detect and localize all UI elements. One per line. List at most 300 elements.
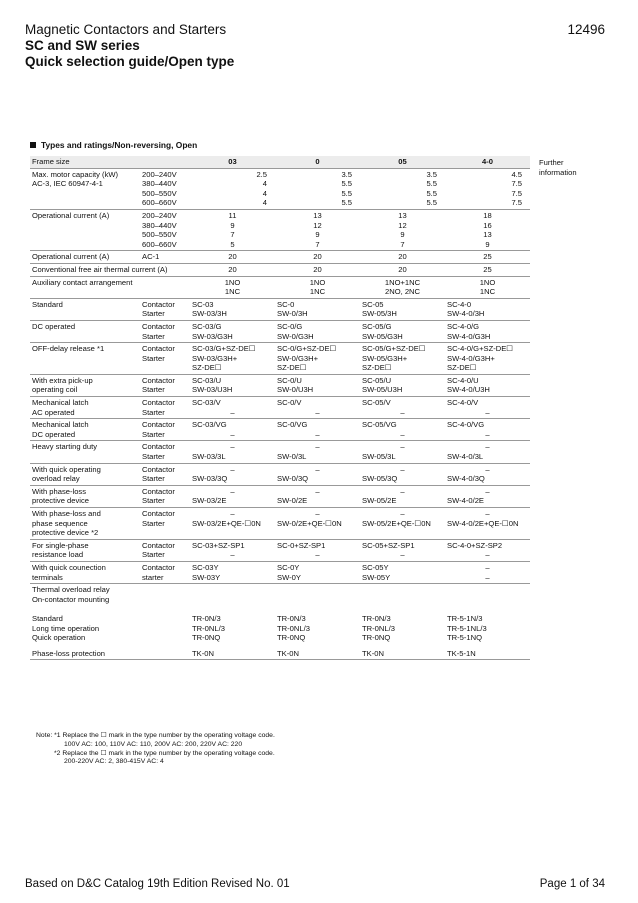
type-number: SC-0/VG bbox=[277, 420, 308, 430]
type-line: Starter bbox=[142, 429, 165, 439]
row-sub bbox=[140, 156, 190, 168]
type-cell bbox=[190, 419, 275, 441]
relay-type: TR-0N/3 bbox=[277, 613, 306, 623]
value: 1NO bbox=[479, 277, 496, 287]
value-cell bbox=[190, 209, 275, 250]
type-number: SW-05Y bbox=[362, 572, 391, 582]
type-line: Contactor bbox=[142, 375, 175, 385]
type-number: SZ-DE☐ bbox=[192, 363, 222, 373]
type-cell bbox=[445, 419, 530, 441]
type-line: Contactor bbox=[142, 321, 175, 331]
row-label bbox=[30, 263, 190, 276]
value: TK-0N bbox=[277, 648, 299, 658]
type-line: Starter bbox=[142, 353, 165, 363]
type-line: Starter bbox=[142, 496, 165, 506]
value: 7 bbox=[315, 239, 320, 249]
type-cell bbox=[445, 397, 530, 419]
type-number: SC-4-0/V bbox=[447, 398, 479, 408]
type-number: SC-05/G+SZ-DE☐ bbox=[362, 344, 426, 354]
type-cell bbox=[445, 485, 530, 507]
type-line: Contactor bbox=[142, 464, 175, 474]
value: 5.5 bbox=[341, 188, 352, 198]
type-cell bbox=[190, 441, 275, 463]
note-line: 200-220V AC: 2, 380-415V AC: 4 bbox=[64, 758, 164, 766]
label-line: phase sequence bbox=[32, 518, 88, 528]
row-label bbox=[30, 320, 140, 342]
type-number: SW-05/G3H+ bbox=[362, 353, 408, 363]
type-number: SW-4-0/2E bbox=[447, 496, 484, 506]
label-line: DC operated bbox=[32, 429, 76, 439]
type-number: SC-05/G bbox=[362, 321, 392, 331]
type-number: SC-03/G bbox=[192, 321, 222, 331]
value-cell bbox=[445, 209, 530, 250]
value: 16 bbox=[483, 220, 492, 230]
type-number: SW-4-0/G3H+ bbox=[447, 353, 495, 363]
row-label bbox=[30, 374, 140, 396]
type-number: SC-4-0+SZ-SP2 bbox=[447, 540, 503, 550]
row-sub bbox=[140, 561, 190, 583]
type-number: SW-0/2E+QE-☐0N bbox=[277, 518, 342, 528]
row-sub bbox=[140, 485, 190, 507]
label-line: Operational current (A) bbox=[32, 252, 110, 262]
relay-type: TR-0N/3 bbox=[362, 613, 391, 623]
table-row bbox=[30, 419, 530, 441]
type-line: Starter bbox=[142, 474, 165, 484]
sub-label: AC-1 bbox=[142, 252, 160, 262]
value: 11 bbox=[228, 210, 237, 220]
value: 1NO+1NC bbox=[384, 277, 421, 287]
type-number: SW-03/G3H+ bbox=[192, 353, 238, 363]
type-number: – bbox=[230, 464, 235, 474]
value: 9 bbox=[230, 220, 235, 230]
value: 20 bbox=[398, 252, 407, 262]
type-number: SW-05/3L bbox=[362, 452, 396, 462]
label-line: Long time operation bbox=[32, 623, 100, 633]
relay-type: TR-0NL/3 bbox=[362, 623, 395, 633]
value: 20 bbox=[313, 264, 322, 274]
type-cell bbox=[445, 508, 530, 540]
label-line: For single-phase bbox=[32, 540, 89, 550]
type-number: SC-05/VG bbox=[362, 420, 397, 430]
type-cell bbox=[190, 298, 275, 320]
label-line: Max. motor capacity (kW) bbox=[32, 169, 119, 179]
type-number: SW-4-0/3L bbox=[447, 452, 484, 462]
type-number: – bbox=[400, 550, 405, 560]
type-number: SW-03/U3H bbox=[192, 385, 233, 395]
row-sub bbox=[140, 251, 190, 264]
type-cell bbox=[445, 561, 530, 583]
row-sub bbox=[140, 397, 190, 419]
value: 7.5 bbox=[511, 198, 522, 208]
label-line: terminals bbox=[32, 572, 63, 582]
type-cell bbox=[190, 320, 275, 342]
type-number: SW-4-0/3H bbox=[447, 309, 485, 319]
type-number: – bbox=[485, 486, 490, 496]
label-line: With phase-loss bbox=[32, 486, 87, 496]
type-cell bbox=[190, 485, 275, 507]
voltage: 500–550V bbox=[142, 230, 177, 240]
row-label bbox=[30, 168, 140, 209]
type-line: Contactor bbox=[142, 299, 175, 309]
value: 5.5 bbox=[341, 198, 352, 208]
relay-type: TR-0NQ bbox=[192, 633, 221, 643]
type-cell bbox=[275, 419, 360, 441]
type-number: SW-0/3Q bbox=[277, 474, 309, 484]
type-cell bbox=[445, 320, 530, 342]
type-line: Starter bbox=[142, 407, 165, 417]
type-number: – bbox=[485, 562, 490, 572]
type-line: Starter bbox=[142, 331, 165, 341]
type-number: SW-0/G3H bbox=[277, 331, 314, 341]
label-line: Auxiliary contact arrangement bbox=[32, 277, 133, 287]
type-number: SC-03/U bbox=[192, 375, 222, 385]
value-cell bbox=[445, 251, 530, 264]
row-sub bbox=[140, 539, 190, 561]
further-line: Further bbox=[539, 158, 564, 167]
type-number: – bbox=[315, 509, 320, 518]
type-number: SC-4-0/VG bbox=[447, 420, 485, 430]
value: TK-0N bbox=[362, 648, 384, 658]
type-cell bbox=[445, 539, 530, 561]
value: TK-0N bbox=[192, 648, 214, 658]
type-number: SW-03/2E+QE-☐0N bbox=[192, 518, 261, 528]
type-line: Starter bbox=[142, 385, 165, 395]
row-label bbox=[30, 561, 140, 583]
type-number: – bbox=[485, 429, 490, 439]
label-line: DC operated bbox=[32, 321, 76, 331]
voltage: 600–660V bbox=[142, 198, 177, 208]
label-line: With extra pick-up bbox=[32, 375, 93, 385]
note-line: *2 Replace the ☐ mark in the type number by the operating voltage code. bbox=[54, 749, 275, 757]
type-cell bbox=[360, 485, 445, 507]
voltage: 200–240V bbox=[142, 210, 177, 220]
relay-cell bbox=[275, 584, 360, 644]
type-number: – bbox=[315, 486, 320, 496]
type-cell bbox=[275, 374, 360, 396]
value: 7 bbox=[230, 230, 235, 240]
type-number: SW-4-0/U3H bbox=[447, 385, 490, 395]
type-number: – bbox=[230, 486, 235, 496]
frame-label: Frame size bbox=[32, 157, 70, 166]
label-line: AC-3, IEC 60947-4-1 bbox=[32, 179, 103, 189]
type-number: – bbox=[315, 407, 320, 417]
value: 20 bbox=[228, 264, 237, 274]
value-cell bbox=[190, 168, 275, 209]
value: 9 bbox=[315, 230, 320, 240]
row-label bbox=[30, 156, 140, 168]
value-cell bbox=[275, 276, 360, 298]
value-cell bbox=[360, 263, 445, 276]
table-row bbox=[30, 320, 530, 342]
table-row bbox=[30, 156, 530, 168]
label-line: Thermal overload relay bbox=[32, 585, 110, 595]
label-line: With quick counection bbox=[32, 562, 106, 572]
type-number: SW-03/3L bbox=[192, 452, 226, 462]
row-sub bbox=[140, 298, 190, 320]
value-cell bbox=[445, 276, 530, 298]
row-label bbox=[30, 463, 140, 485]
type-number: SC-05/U bbox=[362, 375, 392, 385]
relay-type: TR-5-1NL/3 bbox=[447, 623, 487, 633]
table-row bbox=[30, 209, 530, 250]
row-sub bbox=[140, 441, 190, 463]
relay-cell bbox=[360, 584, 445, 644]
table-row bbox=[30, 644, 530, 660]
type-cell bbox=[445, 463, 530, 485]
row-label bbox=[30, 441, 140, 463]
value-cell bbox=[190, 644, 275, 660]
row-sub bbox=[140, 343, 190, 375]
value-cell bbox=[275, 251, 360, 264]
type-number: SW-0/3L bbox=[277, 452, 307, 462]
value: 2NO, 2NC bbox=[384, 287, 421, 297]
table-row bbox=[30, 463, 530, 485]
row-label bbox=[30, 209, 140, 250]
section-heading bbox=[30, 140, 197, 150]
type-cell bbox=[360, 419, 445, 441]
label-line: OFF-delay release *1 bbox=[32, 344, 105, 354]
type-number: – bbox=[230, 550, 235, 560]
label-line: AC operated bbox=[32, 407, 75, 417]
type-number: SW-05/U3H bbox=[362, 385, 403, 395]
type-number: SZ-DE☐ bbox=[277, 363, 307, 373]
type-number: SW-4-0/G3H bbox=[447, 331, 491, 341]
type-number: SW-0/G3H+ bbox=[277, 353, 319, 363]
label-line: With quick operating bbox=[32, 464, 101, 474]
type-number: SC-0/G bbox=[277, 321, 303, 331]
value: 7 bbox=[400, 239, 405, 249]
type-line: Contactor bbox=[142, 540, 175, 550]
type-number: SC-03 bbox=[192, 299, 214, 309]
table-row bbox=[30, 298, 530, 320]
type-number: SC-05/V bbox=[362, 398, 391, 408]
type-number: SZ-DE☐ bbox=[362, 363, 392, 373]
type-number: – bbox=[230, 429, 235, 439]
type-cell bbox=[360, 463, 445, 485]
voltage: 380–440V bbox=[142, 179, 177, 189]
type-number: SC-0+SZ-SP1 bbox=[277, 540, 326, 550]
type-cell bbox=[360, 561, 445, 583]
voltage: 500–550V bbox=[142, 188, 177, 198]
type-number: – bbox=[230, 442, 235, 452]
value-cell bbox=[360, 251, 445, 264]
relay-type: TR-5-1N/3 bbox=[447, 613, 483, 623]
value: 25 bbox=[483, 252, 492, 262]
type-line: Contactor bbox=[142, 420, 175, 430]
label-line: Quick operation bbox=[32, 633, 86, 643]
table-row bbox=[30, 508, 530, 540]
type-line: Starter bbox=[142, 309, 165, 319]
row-label bbox=[30, 419, 140, 441]
value: 4 bbox=[262, 188, 267, 198]
voltage: 600–660V bbox=[142, 239, 177, 249]
type-line: starter bbox=[142, 572, 164, 582]
table-row bbox=[30, 263, 530, 276]
type-line: Contactor bbox=[142, 509, 175, 518]
row-label bbox=[30, 644, 190, 660]
type-line: Contactor bbox=[142, 344, 175, 354]
type-cell bbox=[275, 343, 360, 375]
type-cell bbox=[275, 298, 360, 320]
relay-type: TR-0N/3 bbox=[192, 613, 221, 623]
table-row bbox=[30, 343, 530, 375]
value: 7.5 bbox=[511, 179, 522, 189]
voltage: 200–240V bbox=[142, 169, 177, 179]
type-number: SC-03+SZ-SP1 bbox=[192, 540, 245, 550]
type-number: SC-05+SZ-SP1 bbox=[362, 540, 415, 550]
value: 3.5 bbox=[341, 169, 352, 179]
type-number: – bbox=[485, 464, 490, 474]
type-number: SW-05/2E+QE-☐0N bbox=[362, 518, 431, 528]
type-cell bbox=[445, 374, 530, 396]
table-row bbox=[30, 584, 530, 644]
frame-cell bbox=[190, 156, 275, 168]
type-cell bbox=[445, 343, 530, 375]
type-cell bbox=[190, 374, 275, 396]
relay-type: TR-0NQ bbox=[362, 633, 391, 643]
relay-cell bbox=[190, 584, 275, 644]
header-subtitle bbox=[25, 38, 234, 70]
voltage: 380–440V bbox=[142, 220, 177, 230]
series-title: SC and SW series bbox=[25, 38, 140, 53]
row-sub bbox=[140, 508, 190, 540]
type-cell bbox=[445, 441, 530, 463]
label-line: Mechanical latch bbox=[32, 420, 89, 430]
value: 4 bbox=[262, 198, 267, 208]
type-number: SW-0/3H bbox=[277, 309, 308, 319]
table-row bbox=[30, 251, 530, 264]
row-label bbox=[30, 584, 190, 644]
label-line: On-contactor mounting bbox=[32, 594, 110, 604]
header-title: Magnetic Contactors and Starters bbox=[25, 22, 227, 37]
table-row bbox=[30, 374, 530, 396]
type-number: SW-05/2E bbox=[362, 496, 397, 506]
guide-title: Quick selection guide/Open type bbox=[25, 54, 235, 69]
row-label bbox=[30, 251, 140, 264]
value: 13 bbox=[313, 210, 322, 220]
type-cell bbox=[190, 508, 275, 540]
type-line: Starter bbox=[142, 452, 165, 462]
type-cell bbox=[360, 539, 445, 561]
value-cell bbox=[275, 168, 360, 209]
type-cell bbox=[275, 441, 360, 463]
table-row bbox=[30, 561, 530, 583]
type-number: SC-03Y bbox=[192, 562, 219, 572]
type-cell bbox=[275, 561, 360, 583]
value: 5.5 bbox=[341, 179, 352, 189]
type-cell bbox=[360, 343, 445, 375]
type-cell bbox=[190, 463, 275, 485]
type-number: – bbox=[230, 509, 235, 518]
label-line: With phase-loss and bbox=[32, 509, 101, 518]
type-number: – bbox=[485, 550, 490, 560]
type-number: – bbox=[400, 429, 405, 439]
type-line: Starter bbox=[142, 518, 165, 528]
type-number: SW-0/U3H bbox=[277, 385, 314, 395]
type-number: SC-0/U bbox=[277, 375, 302, 385]
label-line: Standard bbox=[32, 299, 63, 309]
type-number: SW-03Y bbox=[192, 572, 221, 582]
type-cell bbox=[275, 320, 360, 342]
type-cell bbox=[190, 343, 275, 375]
value-cell bbox=[275, 209, 360, 250]
row-label bbox=[30, 343, 140, 375]
type-cell bbox=[275, 539, 360, 561]
type-number: SC-4-0/U bbox=[447, 375, 479, 385]
label-line: Standard bbox=[32, 613, 63, 623]
note-line: Note: *1 Replace the ☐ mark in the type number by the operating voltage code. bbox=[36, 732, 275, 739]
value: 13 bbox=[483, 230, 492, 240]
value: 18 bbox=[483, 210, 492, 220]
value: 3.5 bbox=[426, 169, 437, 179]
label-line: Conventional free air thermal current (A) bbox=[32, 264, 168, 274]
footer-catalog: Based on D&C Catalog 19th Edition Revised No. 01 bbox=[25, 878, 290, 890]
row-sub bbox=[140, 168, 190, 209]
row-label bbox=[30, 508, 140, 540]
value-cell bbox=[275, 644, 360, 660]
type-cell bbox=[360, 508, 445, 540]
frame-value: 03 bbox=[228, 157, 237, 166]
value-cell bbox=[275, 263, 360, 276]
type-cell bbox=[275, 397, 360, 419]
label-line: Phase-loss protection bbox=[32, 648, 106, 658]
row-sub bbox=[140, 374, 190, 396]
value-cell bbox=[190, 251, 275, 264]
footer-page: Page 1 of 34 bbox=[539, 878, 605, 890]
relay-cell bbox=[445, 584, 530, 644]
label-line: overload relay bbox=[32, 474, 80, 484]
type-number: SW-03/3Q bbox=[192, 474, 228, 484]
table-row bbox=[30, 276, 530, 298]
value-cell bbox=[360, 644, 445, 660]
type-number: SC-03/V bbox=[192, 398, 221, 408]
type-line: Contactor bbox=[142, 398, 175, 408]
row-label bbox=[30, 397, 140, 419]
type-number: SC-05 bbox=[362, 299, 384, 309]
type-number: – bbox=[400, 486, 405, 496]
type-number: SC-03/VG bbox=[192, 420, 227, 430]
type-number: – bbox=[230, 407, 235, 417]
type-cell bbox=[190, 397, 275, 419]
label-line: resistance load bbox=[32, 550, 84, 560]
type-cell bbox=[275, 485, 360, 507]
value: 4.5 bbox=[511, 169, 522, 179]
type-number: SC-0 bbox=[277, 299, 295, 309]
type-number: SC-4-0 bbox=[447, 299, 472, 309]
value-cell bbox=[360, 276, 445, 298]
frame-cell bbox=[360, 156, 445, 168]
value: 13 bbox=[398, 210, 407, 220]
value: 1NC bbox=[309, 287, 326, 297]
type-line: Contactor bbox=[142, 562, 175, 572]
row-sub bbox=[140, 463, 190, 485]
row-label bbox=[30, 276, 190, 298]
row-sub bbox=[140, 209, 190, 250]
type-number: SW-4-0/3Q bbox=[447, 474, 485, 484]
type-number: – bbox=[485, 509, 490, 518]
type-number: SW-4-0/2E+QE-☐0N bbox=[447, 518, 519, 528]
notes bbox=[36, 732, 275, 767]
type-number: SW-05/G3H bbox=[362, 331, 403, 341]
type-number: – bbox=[315, 550, 320, 560]
value: 5.5 bbox=[426, 188, 437, 198]
value: 5.5 bbox=[426, 179, 437, 189]
type-cell bbox=[190, 539, 275, 561]
type-number: SW-0Y bbox=[277, 572, 301, 582]
table-row bbox=[30, 397, 530, 419]
frame-value: 4-0 bbox=[482, 157, 493, 166]
value: 4 bbox=[262, 179, 267, 189]
